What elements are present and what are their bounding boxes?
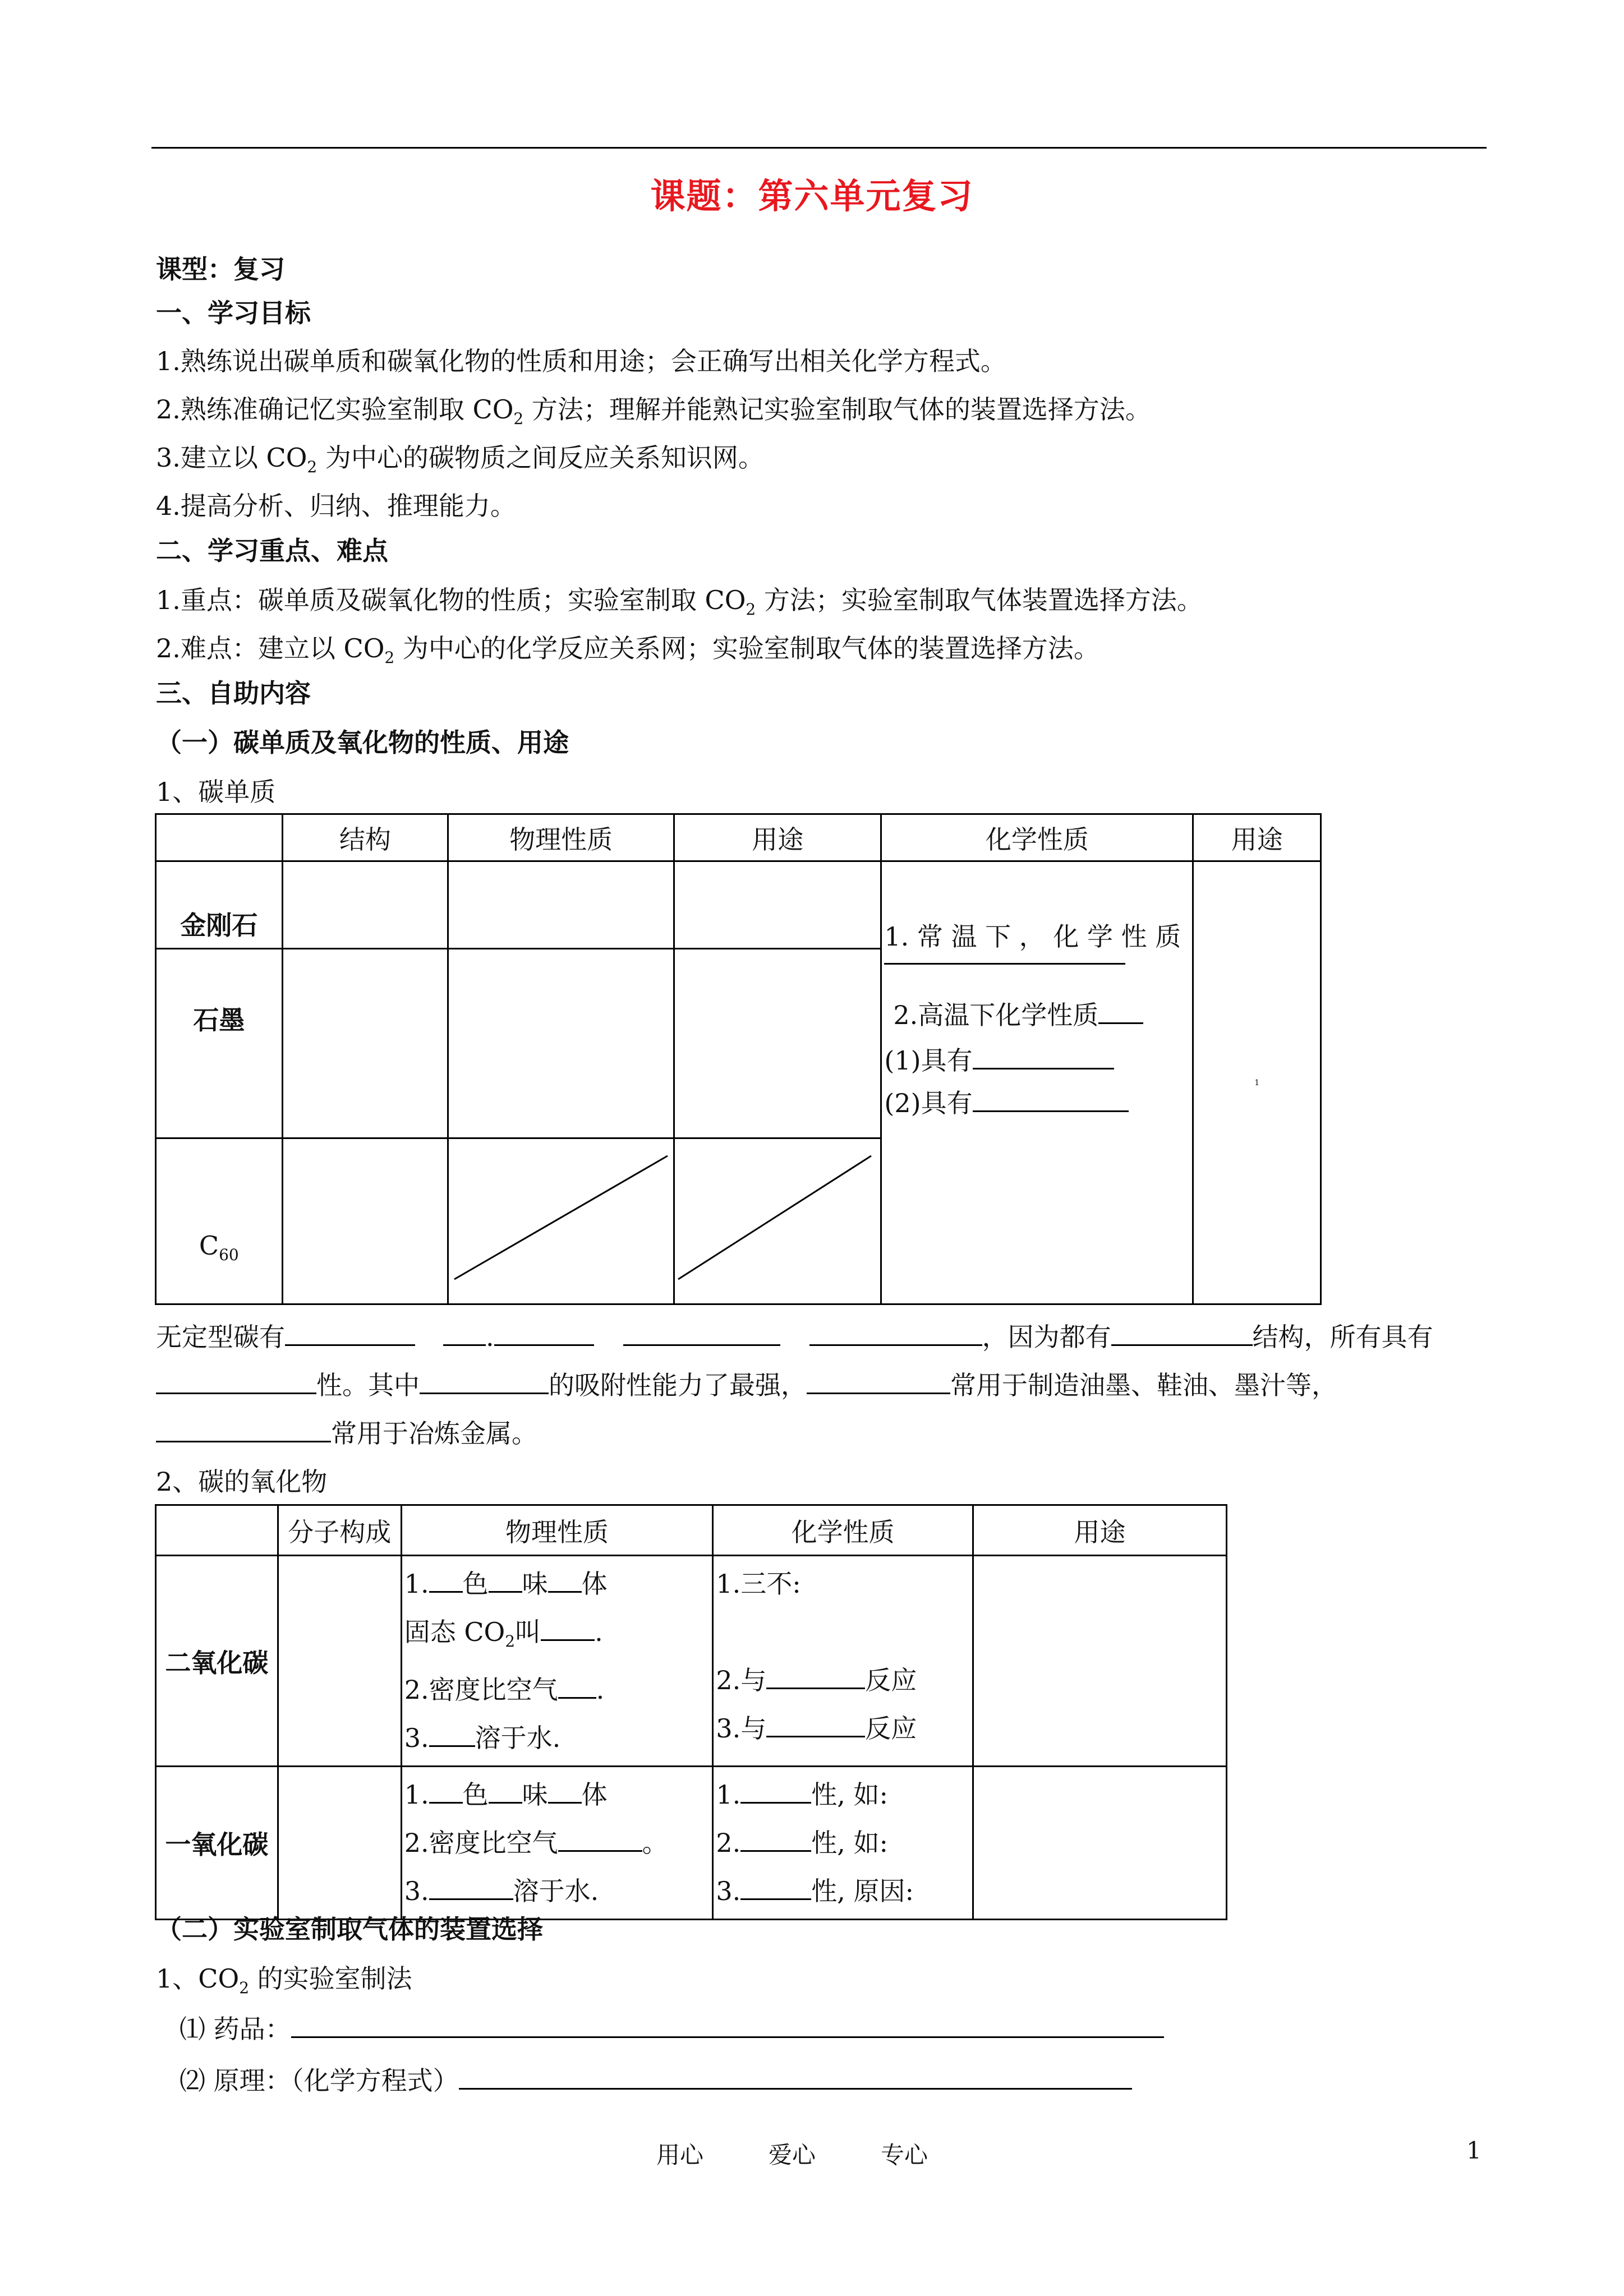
co2-phys-2: 2.密度比空气 . bbox=[404, 1675, 605, 1705]
table-cell bbox=[282, 1138, 448, 1304]
key-point-1: 1.重点：碳单质及碳氧化物的性质；实验室制取 $CO_2$ 方法；实验室制取气体装置选择方法。 bbox=[156, 585, 1203, 619]
blank bbox=[1098, 1000, 1143, 1024]
subsection-heading-1: （一）碳单质及氧化物的性质、用途 bbox=[156, 727, 569, 758]
table2-header: 分子构成 bbox=[278, 1505, 401, 1556]
table-cell bbox=[282, 861, 448, 949]
co-phys-1: 1. 色 味 体 bbox=[404, 1779, 608, 1810]
co2-physical-cell bbox=[401, 1556, 713, 1767]
diagonal-strike bbox=[675, 1139, 880, 1302]
amorphous-line-1: 无定型碳有 . ，因为都有 结构，所有具有 bbox=[156, 1322, 1433, 1352]
table-cell bbox=[973, 1556, 1226, 1767]
table2-corner bbox=[156, 1505, 278, 1556]
chem-prop-3: (1)具有 bbox=[884, 1039, 1188, 1082]
table1-header-row bbox=[156, 814, 1321, 861]
co-physical-cell bbox=[401, 1767, 713, 1920]
table-cell bbox=[278, 1767, 401, 1920]
co-phys-2: 2.密度比空气 。 bbox=[404, 1828, 668, 1859]
co-chem-1: 1. 性, 如: bbox=[716, 1779, 888, 1810]
footer-motto-1: 用心 bbox=[656, 2141, 704, 2169]
chem-prop-1: 1. 常 温 下 ， 化 学 性 质 bbox=[884, 921, 1181, 952]
table-cell bbox=[448, 861, 674, 949]
co2-chem-3: 3.与 反应 bbox=[716, 1713, 917, 1744]
table1-header: 物理性质 bbox=[448, 814, 674, 861]
table2-header: 化学性质 bbox=[713, 1505, 973, 1556]
stray-mark: 1 bbox=[1254, 1078, 1260, 1087]
table2-header: 用途 bbox=[973, 1505, 1226, 1556]
table1-header: 用途 bbox=[1193, 814, 1321, 861]
table2-row-co bbox=[156, 1767, 1227, 1920]
goal-2: 2.熟练准确记忆实验室制取 $CO_2$ 方法；理解并能熟记实验室制取气体的装置选择方法。 bbox=[156, 394, 1151, 428]
co-chemical-cell bbox=[713, 1767, 973, 1920]
lesson-type: 课型：复习 bbox=[156, 254, 285, 284]
blank bbox=[884, 940, 1125, 965]
table-cell-struck bbox=[448, 1138, 674, 1304]
table1-corner bbox=[156, 814, 283, 861]
co-chem-2: 2. 性, 如: bbox=[716, 1828, 888, 1859]
table1-header: 用途 bbox=[674, 814, 881, 861]
table1-caption: 1、碳单质 bbox=[156, 777, 276, 807]
table-cell bbox=[278, 1556, 401, 1767]
row-label-co2: 二氧化碳 bbox=[156, 1556, 278, 1767]
table-cell-struck bbox=[674, 1138, 881, 1304]
table2-header: 物理性质 bbox=[401, 1505, 713, 1556]
row-label-graphite: 石墨 bbox=[156, 949, 283, 1138]
table-cell bbox=[973, 1767, 1226, 1920]
row-label-co: 一氧化碳 bbox=[156, 1767, 278, 1920]
section-heading-goals: 一、学习目标 bbox=[156, 298, 311, 328]
amorphous-line-2: 性。其中 的吸附性能力了最强， 常用于制造油墨、鞋油、墨汁等， bbox=[156, 1368, 1337, 1402]
blank bbox=[973, 1088, 1129, 1112]
co2-lab-method: 1、$CO_2$ 的实验室制法 bbox=[156, 1963, 412, 1998]
spacer bbox=[716, 1608, 970, 1656]
table-cell bbox=[674, 861, 881, 949]
table2-caption: 2、碳的氧化物 bbox=[156, 1467, 328, 1497]
footer-motto-2: 爱心 bbox=[769, 2141, 816, 2169]
uses-cell bbox=[1193, 861, 1321, 1304]
co2-phys-dry-ice: 固态 $CO_2$叫 . bbox=[404, 1617, 603, 1651]
section-heading-key: 二、学习重点、难点 bbox=[156, 536, 388, 566]
table-cell bbox=[448, 949, 674, 1138]
table1-row-diamond bbox=[156, 861, 1321, 949]
table-cell bbox=[282, 949, 448, 1138]
chem-prop-4: (2)具有 bbox=[884, 1082, 1188, 1124]
header-rule bbox=[151, 147, 1487, 149]
co2-chem-2: 2.与 反应 bbox=[716, 1665, 917, 1695]
table1-header: 结构 bbox=[282, 814, 448, 861]
co2-chem-1: 1.三不: bbox=[716, 1569, 801, 1599]
question-principle: ⑵ 原理：（化学方程式） bbox=[180, 2064, 1132, 2097]
row-label-c60: $C_{60}$ bbox=[156, 1138, 283, 1304]
goal-1: 1.熟练说出碳单质和碳氧化物的性质和用途；会正确写出相关化学方程式。 bbox=[156, 346, 1006, 376]
diagonal-strike bbox=[449, 1139, 673, 1302]
carbon-elements-table bbox=[155, 813, 1322, 1305]
goal-4: 4.提高分析、归纳、推理能力。 bbox=[156, 491, 516, 521]
table2-header-row bbox=[156, 1505, 1227, 1556]
footer-motto-3: 专心 bbox=[881, 2141, 928, 2169]
section-heading-content: 三、自助内容 bbox=[156, 678, 311, 708]
page-number: 1 bbox=[1466, 2137, 1482, 2164]
page-title: 课题：第六单元复习 bbox=[650, 176, 974, 216]
table2-row-co2 bbox=[156, 1556, 1227, 1767]
table-cell bbox=[674, 949, 881, 1138]
co2-phys-1: 1. 色 味 体 bbox=[404, 1569, 608, 1599]
key-point-2: 2.难点：建立以 $CO_2$ 为中心的化学反应关系网；实验室制取气体的装置选择方法。 bbox=[156, 633, 1099, 667]
subsection-heading-2: （二）实验室制取气体的装置选择 bbox=[156, 1914, 543, 1944]
carbon-oxides-table bbox=[155, 1504, 1227, 1920]
row-label-diamond: 金刚石 bbox=[156, 861, 283, 949]
question-reagents: ⑴ 药品： bbox=[180, 2012, 1164, 2046]
goal-3: 3.建立以 $CO_2$ 为中心的碳物质之间反应关系知识网。 bbox=[156, 442, 764, 477]
co-chem-3: 3. 性, 原因: bbox=[716, 1876, 914, 1907]
co-phys-3: 3. 溶于水. bbox=[404, 1876, 599, 1907]
chem-prop-2: 2.高温下化学性质 bbox=[884, 991, 1188, 1039]
table1-header: 化学性质 bbox=[881, 814, 1193, 861]
co2-chemical-cell bbox=[713, 1556, 973, 1767]
amorphous-line-3: 常用于冶炼金属。 bbox=[156, 1417, 537, 1450]
chemical-properties-cell bbox=[881, 861, 1193, 1304]
co2-phys-3: 3. 溶于水. bbox=[404, 1723, 561, 1754]
blank bbox=[973, 1045, 1114, 1069]
